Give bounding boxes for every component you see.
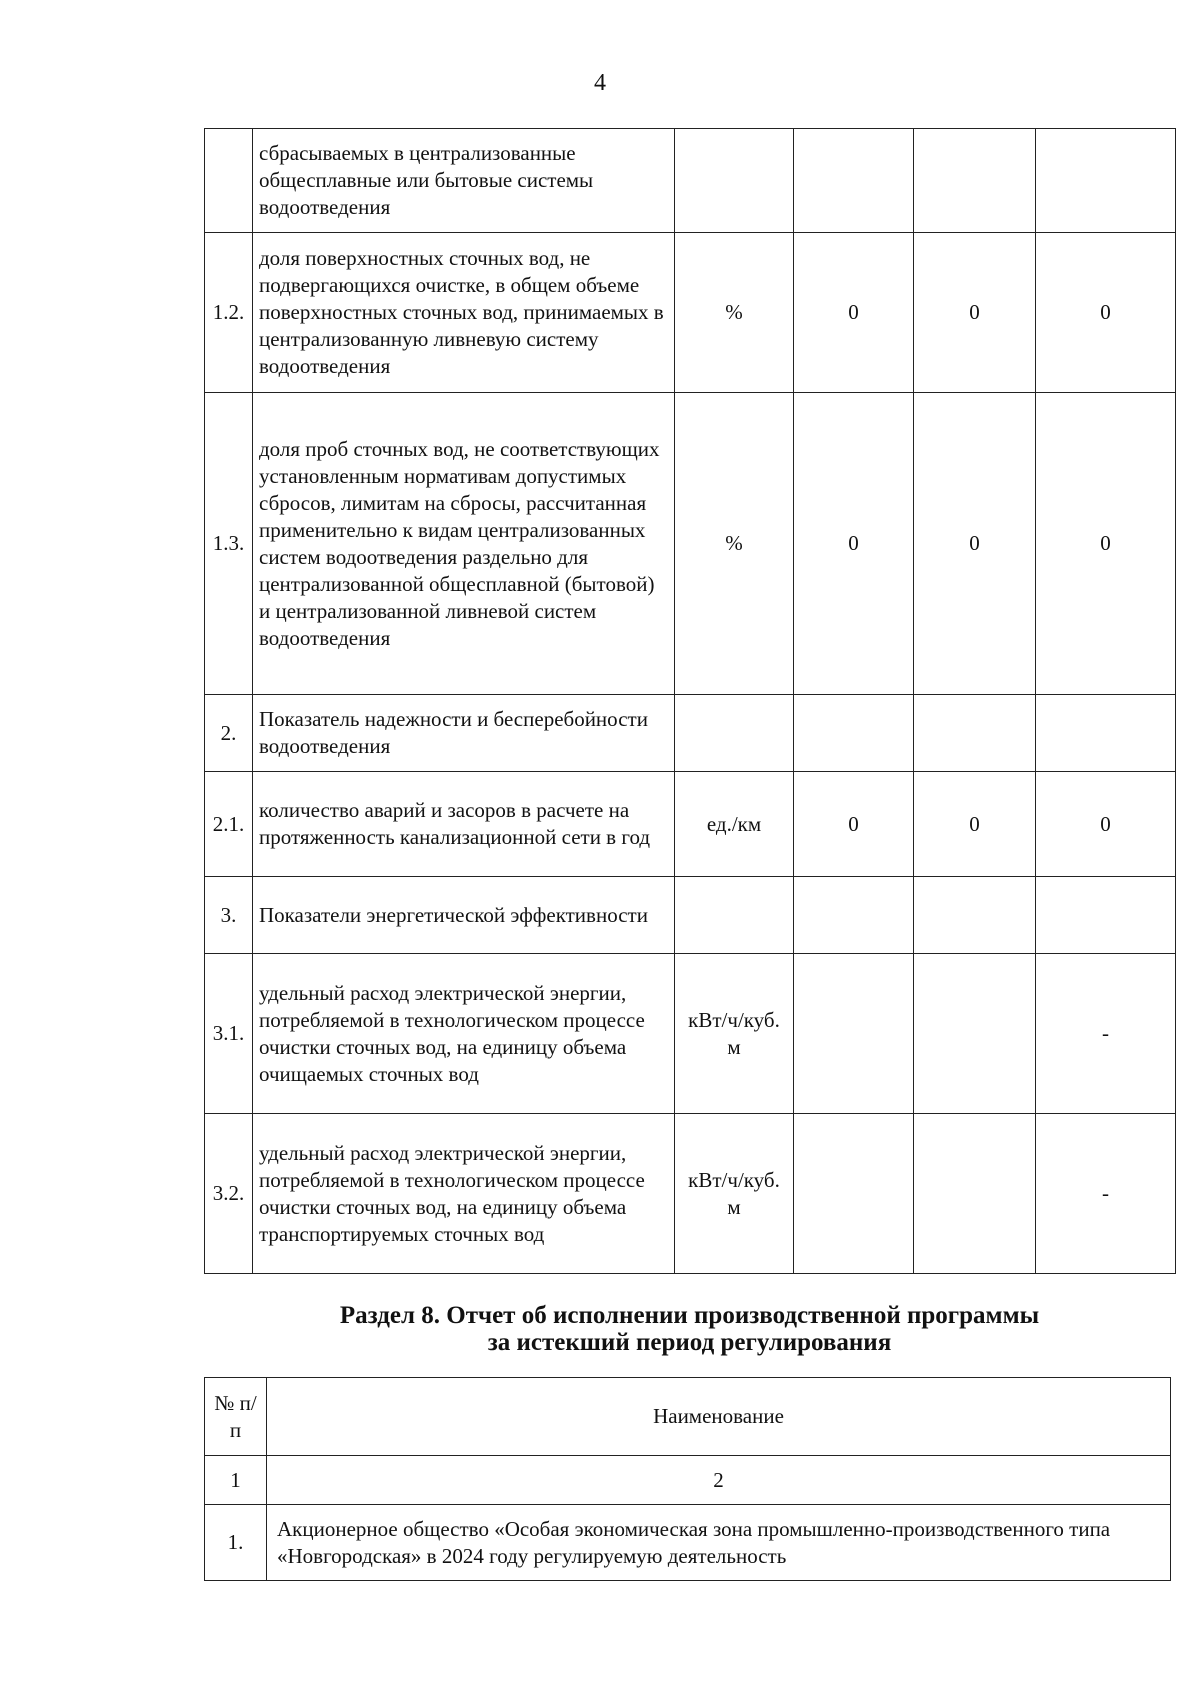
row-number	[205, 129, 253, 233]
row-number: 2.1.	[205, 772, 253, 877]
indicator-name: количество аварий и засоров в расчете на протяженность канализационной сети в год	[253, 772, 675, 877]
indicator-value-3: -	[1036, 954, 1176, 1114]
section-title-line-2: за истекший период регулирования	[487, 1329, 892, 1356]
indicator-value-3: 0	[1036, 233, 1176, 393]
indicator-unit: ед./км	[675, 772, 794, 877]
table-row	[205, 695, 1176, 772]
indicator-name: Показатель надежности и бесперебойности водоотведения	[253, 695, 675, 772]
indicator-value-2	[914, 695, 1036, 772]
table-row	[205, 954, 1176, 1114]
indicator-value-1	[794, 1114, 914, 1274]
indicator-value-3: 0	[1036, 393, 1176, 695]
table-row	[205, 877, 1176, 954]
indicator-value-3	[1036, 695, 1176, 772]
indicator-value-2	[914, 877, 1036, 954]
indicator-unit: %	[675, 393, 794, 695]
row-text: Акционерное общество «Особая экономическая зона промышленно-производственного типа «Новгородская» в 2024 году регулируемую деятельность	[267, 1505, 1171, 1581]
indicator-value-3: 0	[1036, 772, 1176, 877]
page-number: 4	[594, 70, 606, 96]
row-number: 1.	[205, 1505, 267, 1581]
row-number: 1.3.	[205, 393, 253, 695]
indicator-unit: кВт/ч/куб. м	[675, 1114, 794, 1274]
indicator-value-3: -	[1036, 1114, 1176, 1274]
indicator-value-2	[914, 129, 1036, 233]
indicator-name: доля проб сточных вод, не соответствующих установленным нормативам допустимых сбросов, лимитам на сбросы, рассчитанная применительно к видам централизованных систем водоотведения раздельно для централизованной общесплавной (бытовой) и централизованной ливневой систем водоотведения	[253, 393, 675, 695]
indicator-value-1: 0	[794, 393, 914, 695]
indicator-unit	[675, 129, 794, 233]
indicators-table	[204, 128, 1176, 1274]
section-title-line-1: Раздел 8. Отчет об исполнении производственной программы	[339, 1302, 1040, 1329]
table-row	[205, 129, 1176, 233]
row-number: 2.	[205, 695, 253, 772]
report-table	[204, 1377, 1171, 1581]
indicator-name: удельный расход электрической энергии, потребляемой в технологическом процессе очистки сточных вод, на единицу объема очищаемых сточных вод	[253, 954, 675, 1114]
indicator-value-2	[914, 1114, 1036, 1274]
row-number: 1.2.	[205, 233, 253, 393]
indicator-name: доля поверхностных сточных вод, не подвергающихся очистке, в общем объеме поверхностных сточных вод, принимаемых в централизованную ливневую систему водоотведения	[253, 233, 675, 393]
indicator-value-2: 0	[914, 233, 1036, 393]
indicator-value-1	[794, 695, 914, 772]
indicator-unit: кВт/ч/куб. м	[675, 954, 794, 1114]
section-title	[204, 1302, 1175, 1356]
indicator-unit	[675, 877, 794, 954]
table-row	[205, 1456, 1171, 1505]
row-number: 3.	[205, 877, 253, 954]
row-number: 3.2.	[205, 1114, 253, 1274]
indicator-value-1	[794, 129, 914, 233]
indicator-value-1	[794, 954, 914, 1114]
table-row	[205, 393, 1176, 695]
table-row	[205, 1505, 1171, 1581]
indicator-unit	[675, 695, 794, 772]
header-number: № п/п	[205, 1378, 267, 1456]
row-number: 3.1.	[205, 954, 253, 1114]
indicator-value-1: 0	[794, 233, 914, 393]
indicator-name: Показатели энергетической эффективности	[253, 877, 675, 954]
indicator-value-3	[1036, 129, 1176, 233]
indicator-value-2: 0	[914, 772, 1036, 877]
indicator-value-2	[914, 954, 1036, 1114]
indicator-name: сбрасываемых в централизованные общесплавные или бытовые системы водоотведения	[253, 129, 675, 233]
column-index: 1	[205, 1456, 267, 1505]
header-name: Наименование	[267, 1378, 1171, 1456]
indicator-value-1	[794, 877, 914, 954]
table-row	[205, 233, 1176, 393]
indicator-name: удельный расход электрической энергии, потребляемой в технологическом процессе очистки сточных вод, на единицу объема транспортируемых сточных вод	[253, 1114, 675, 1274]
table-row	[205, 1114, 1176, 1274]
table-row	[205, 772, 1176, 877]
indicator-value-1: 0	[794, 772, 914, 877]
indicator-unit: %	[675, 233, 794, 393]
table-header-row	[205, 1378, 1171, 1456]
indicator-value-3	[1036, 877, 1176, 954]
column-index: 2	[267, 1456, 1171, 1505]
indicator-value-2: 0	[914, 393, 1036, 695]
